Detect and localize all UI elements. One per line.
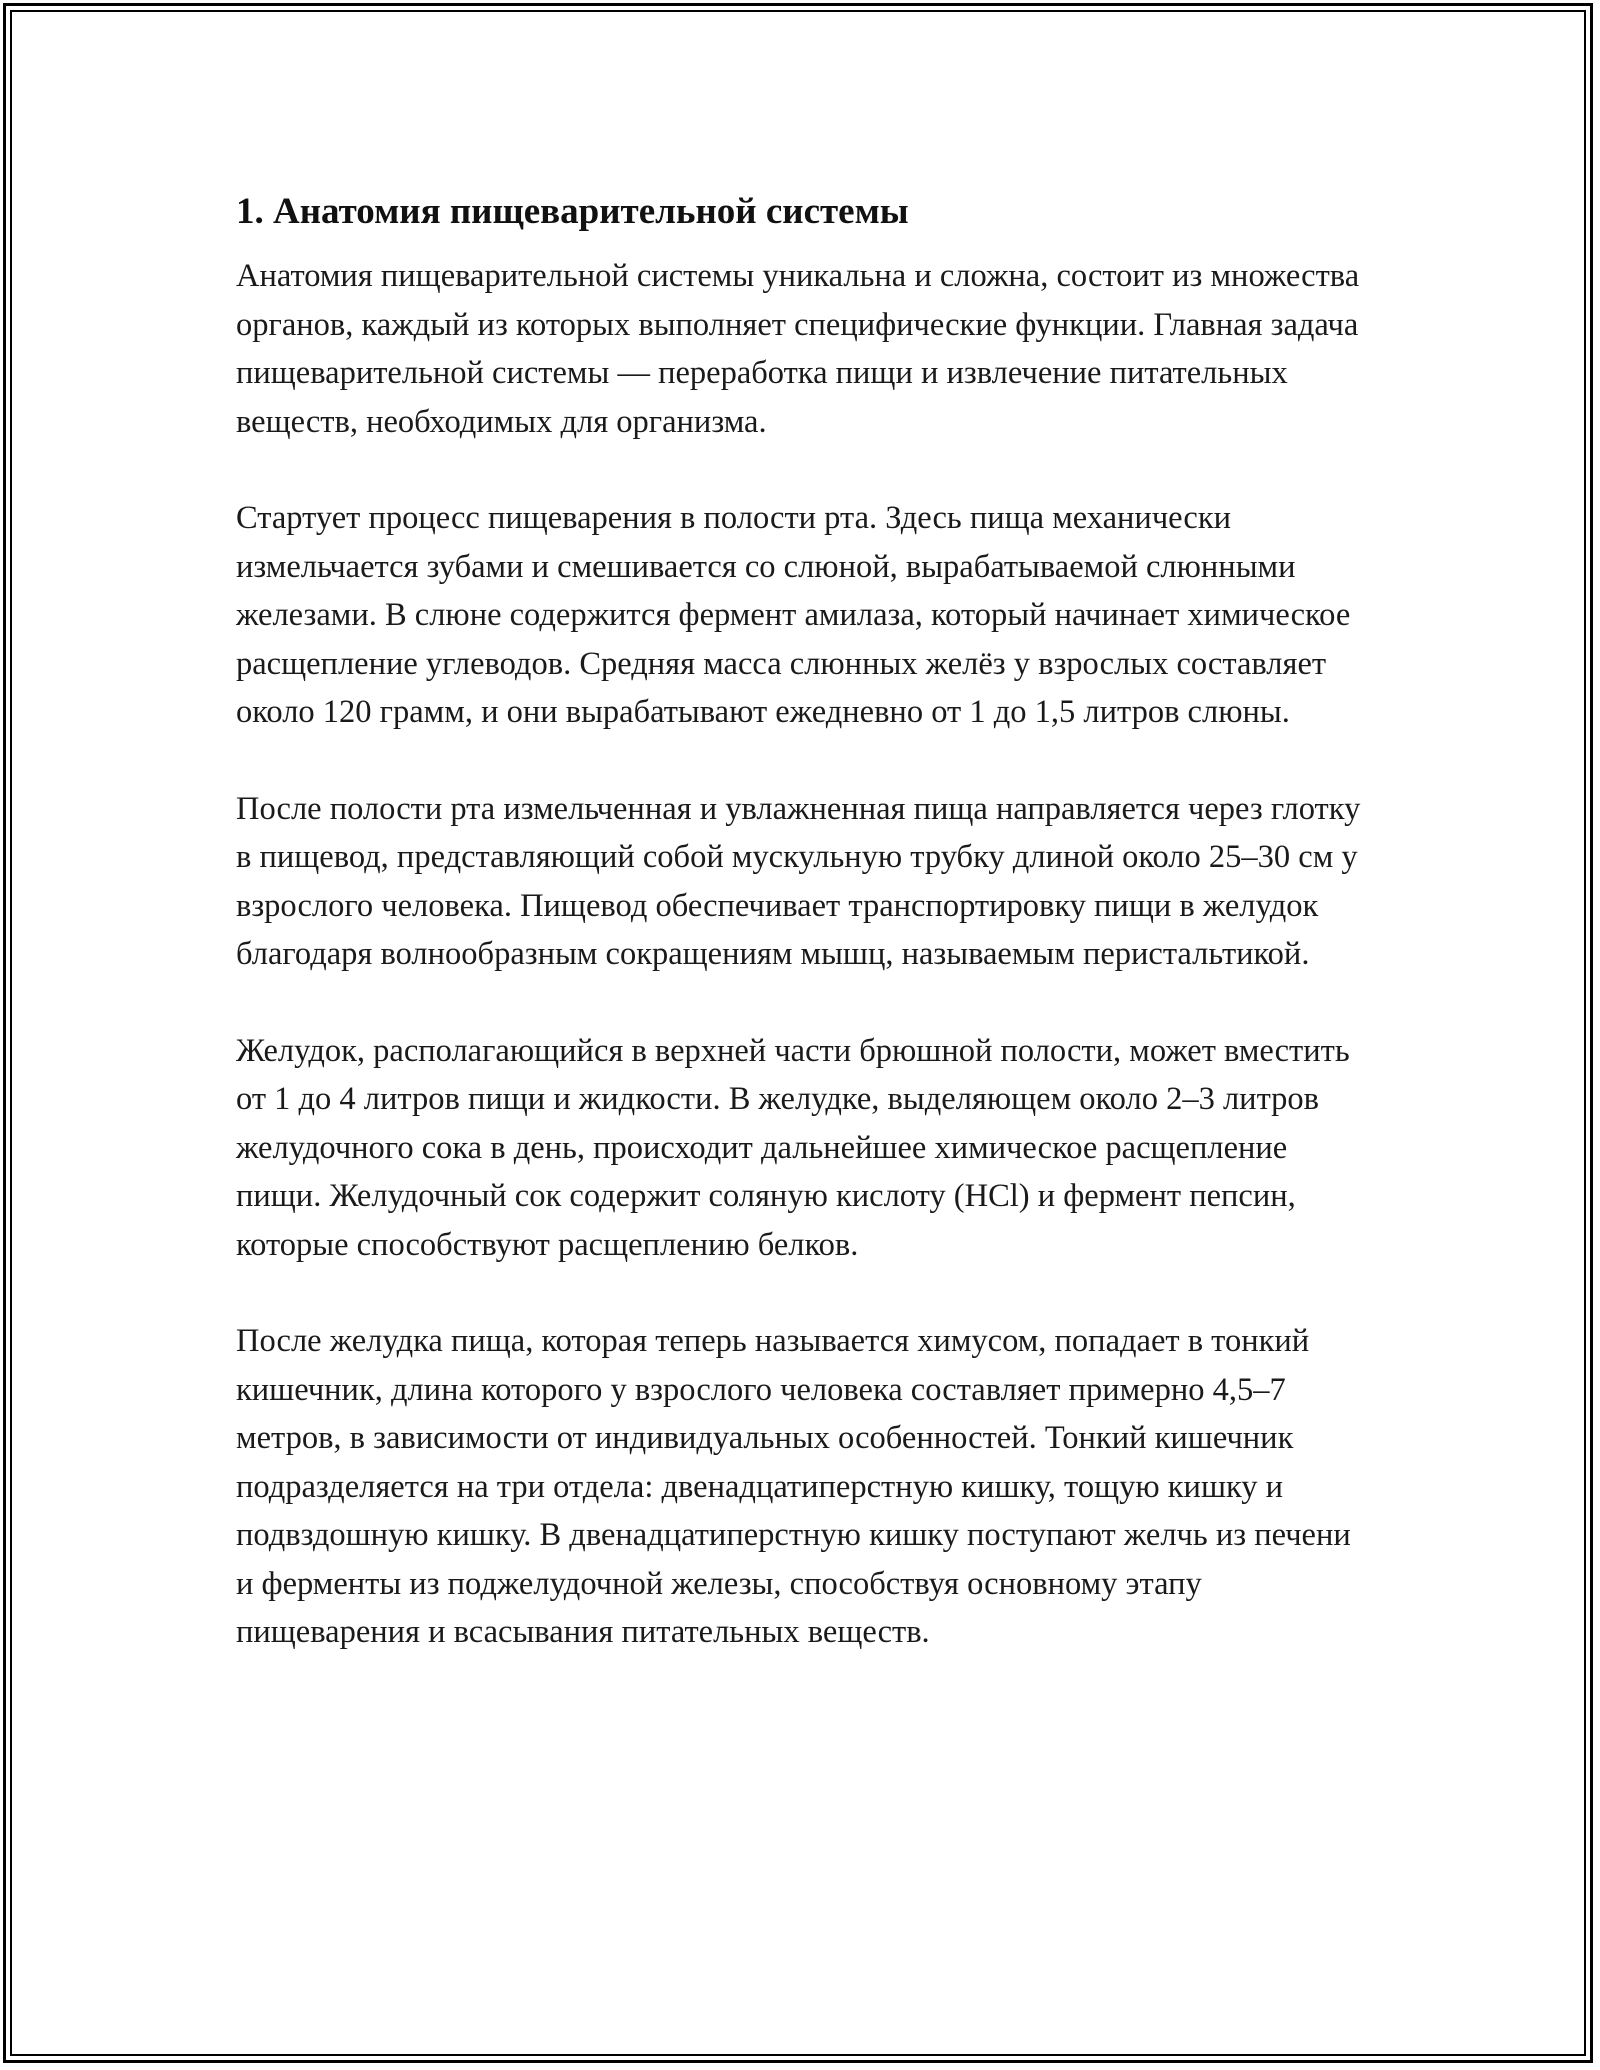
paragraph-intro: Анатомия пищеварительной системы уникальна и сложна, состоит из множества органов, каждый из которых выполняет специфические функции. Главная задача пищеварительной системы — переработка пищи и извлечение питательных веществ, необходимых для организма. bbox=[236, 258, 1360, 440]
section-heading: 1. Анатомия пищеварительной системы bbox=[236, 191, 909, 232]
paragraph-mouth: Стартует процесс пищеварения в полости рта. Здесь пища механически измельчается зубами и смешивается со слюной, вырабатываемой слюнными железами. В слюне содержится фермент амилаза, который начинает химическое расщепление углеводов. Средняя масса слюнных желёз у взрослых составляет около 120 грамм, и они вырабатывают ежедневно от 1 до 1,5 литров слюны. bbox=[236, 500, 1351, 730]
document-body bbox=[236, 186, 1376, 1657]
paragraph-esophagus: После полости рта измельченная и увлажненная пища направляется через глотку в пищевод, представляющий собой мускульную трубку длиной около 25–30 см у взрослого человека. Пищевод обеспечивает транспортировку пищи в желудок благодаря волнообразным сокращениям мышц, называемым перистальтикой. bbox=[236, 790, 1361, 972]
paragraph-small-intestine: После желудка пища, которая теперь называется химусом, попадает в тонкий кишечник, длина которого у взрослого человека составляет примерно 4,5–7 метров, в зависимости от индивидуальных особенностей. Тонкий кишечник подразделяется на три отдела: двенадцатиперстную кишку, тощую кишку и подвздошную кишку. В двенадцатиперстную кишку поступают желчь из печени и ферменты из поджелудочной железы, способствуя основному этапу пищеварения и всасывания питательных веществ. bbox=[236, 1323, 1351, 1650]
paragraph-stomach: Желудок, располагающийся в верхней части брюшной полости, может вместить от 1 до 4 литров пищи и жидкости. В желудке, выделяющем около 2–3 литров желудочного сока в день, происходит дальнейшее химическое расщепление пищи. Желудочный сок содержит соляную кислоту (HCl) и фермент пепсин, которые способствуют расщеплению белков. bbox=[236, 1032, 1350, 1263]
